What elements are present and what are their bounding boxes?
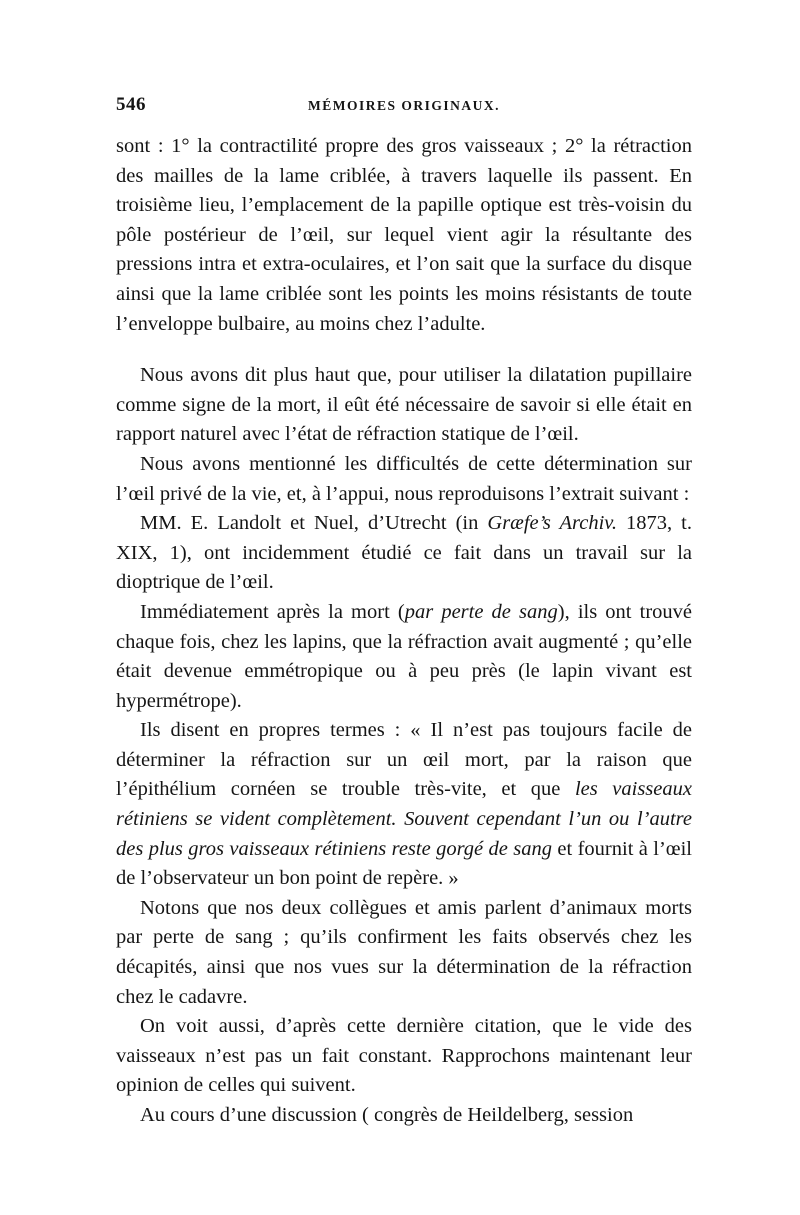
text-segment: 1873, t. XIX, 1), ont incidemment étudié ce fait dans un travail sur la dioptrique de l’œil. [116, 512, 693, 594]
running-head [116, 92, 692, 124]
text-segment: Immédiatement après la mort ( [140, 600, 405, 623]
text-segment: sont : 1° la contractilité propre des gros vaisseaux ; 2° la rétraction des mailles de la lame criblée, à travers laquelle ils passent. En troisième lieu, l’emplacement de la papille optique est très-voisin du pôle postérieur de l’œil, sur lequel vient agir la résultante des pressions intra et extra-oculaires, et l’on sait que la surface du disque ainsi que la lame criblée sont les points les moins résistants de toute l’enveloppe bulbaire, au moins chez l’adulte. [116, 135, 692, 335]
body-text [116, 132, 692, 1131]
paragraph [116, 361, 692, 450]
paragraph [116, 509, 692, 598]
paragraph [116, 598, 692, 716]
text-segment: ), ils ont trouvé chaque fois, chez les lapins, que la réfraction avait augmenté ; qu’elle était devenue emmétropique ou à peu près (le lapin vivant est hypermétrope). [116, 600, 692, 712]
text-segment: Nous avons mentionné les difficultés de cette détermination sur l’œil privé de la vie, et, à l’appui, nous reproduisons l’extrait suivant : [116, 452, 692, 505]
text-segment: et fournit à l’œil de l’observateur un bon point de repère. » [116, 837, 692, 890]
paragraph [116, 450, 692, 509]
text-segment: Nous avons dit plus haut que, pour utiliser la dilatation pupillaire comme signe de la mort, il eût été nécessaire de savoir si elle était en rapport naturel avec l’état de réfraction statique de l’œil. [116, 364, 692, 446]
italic-text-segment: Græfe’s Archiv. [487, 512, 617, 535]
running-title: MÉMOIRES ORIGINAUX. [307, 98, 500, 113]
text-segment: On voit aussi, d’après cette dernière citation, que le vide des vaisseaux n’est pas un fait constant. Rapprochons maintenant leur opinion de celles qui suivent. [116, 1015, 692, 1097]
paragraph [116, 132, 692, 339]
text-segment: MM. E. Landolt et Nuel, d’Utrecht (in [140, 512, 488, 535]
paragraph [116, 716, 692, 894]
italic-text-segment: par perte de sang [404, 600, 558, 623]
paragraph [116, 1101, 692, 1131]
text-segment: Ils disent en propres termes : « Il n’est pas toujours facile de déterminer la réfraction sur un œil mort, par la raison que l’épithélium cornéen se trouble très-vite, et que [116, 719, 692, 801]
text-segment: Notons que nos deux collègues et amis parlent d’animaux morts par perte de sang ; qu’ils confirment les faits observés chez les décapités, ainsi que nos vues sur la détermination de la réfraction chez le cadavre. [116, 896, 692, 1008]
page-number: 546 [116, 94, 146, 115]
paragraph [116, 1012, 692, 1101]
text-segment: Au cours d’une discussion ( congrès de Heildelberg, session [140, 1104, 634, 1126]
paragraph [116, 894, 692, 1012]
italic-text-segment: les vaisseaux rétiniens se vident complètement. Souvent cependant l’un ou l’autre des plus gros vaisseaux rétiniens reste gorgé de sang [116, 778, 692, 860]
